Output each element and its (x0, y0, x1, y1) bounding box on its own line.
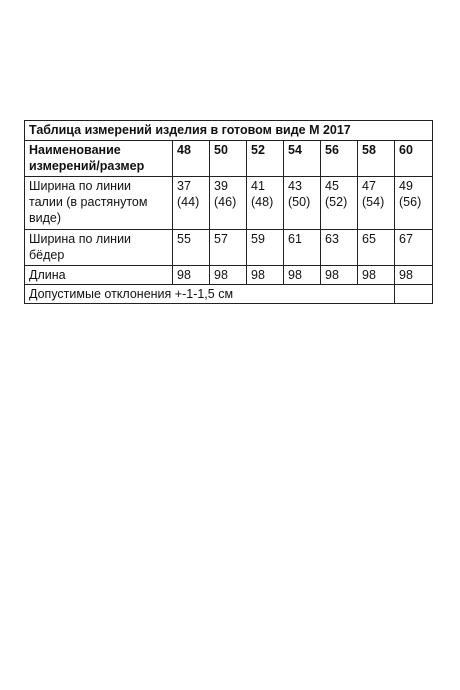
measurement-table (24, 120, 433, 304)
size-header: 54 (284, 141, 321, 177)
table-cell: 98 (173, 266, 210, 285)
cell-value: 43 (288, 179, 302, 193)
header-label (25, 141, 173, 177)
size-header: 50 (210, 141, 247, 177)
table-row (25, 230, 433, 266)
title-row (25, 121, 433, 141)
header-row (25, 141, 433, 177)
table-cell: 98 (210, 266, 247, 285)
table-cell: 98 (358, 266, 395, 285)
header-label-line1: Наименование (29, 143, 121, 157)
cell-alt-value: (52) (325, 195, 348, 209)
row-label: Ширина по линии талии (в растянутом виде) (25, 177, 173, 230)
measurement-sheet (24, 120, 432, 304)
size-header: 48 (173, 141, 210, 177)
size-header: 58 (358, 141, 395, 177)
row-label: Ширина по линии бёдер (25, 230, 173, 266)
cell-value: 39 (214, 179, 228, 193)
cell-alt-value: (56) (399, 195, 422, 209)
table-cell (210, 177, 247, 230)
header-label-line2: измерений/размер (29, 159, 145, 173)
tolerance-note: Допустимые отклонения +-1-1,5 см (25, 285, 395, 304)
table-title: Таблица измерений изделия в готовом виде М 2017 (25, 121, 433, 141)
table-cell (395, 177, 433, 230)
cell-alt-value: (50) (288, 195, 311, 209)
cell-value: 41 (251, 179, 265, 193)
table-cell (358, 177, 395, 230)
empty-cell (395, 285, 433, 304)
note-row (25, 285, 433, 304)
size-header: 52 (247, 141, 284, 177)
cell-alt-value: (54) (362, 195, 385, 209)
table-cell: 61 (284, 230, 321, 266)
table-cell (247, 177, 284, 230)
cell-value: 47 (362, 179, 376, 193)
cell-alt-value: (46) (214, 195, 237, 209)
table-row (25, 177, 433, 230)
cell-alt-value: (48) (251, 195, 274, 209)
table-cell: 63 (321, 230, 358, 266)
table-cell: 98 (284, 266, 321, 285)
table-cell (173, 177, 210, 230)
table-cell: 98 (395, 266, 433, 285)
table-cell: 65 (358, 230, 395, 266)
table-cell: 98 (247, 266, 284, 285)
table-cell (284, 177, 321, 230)
table-cell: 98 (321, 266, 358, 285)
table-cell: 55 (173, 230, 210, 266)
table-cell: 57 (210, 230, 247, 266)
size-header: 60 (395, 141, 433, 177)
table-cell: 59 (247, 230, 284, 266)
table-cell: 67 (395, 230, 433, 266)
size-header: 56 (321, 141, 358, 177)
table-row (25, 266, 433, 285)
table-cell (321, 177, 358, 230)
cell-value: 45 (325, 179, 339, 193)
cell-value: 37 (177, 179, 191, 193)
row-label: Длина (25, 266, 173, 285)
cell-alt-value: (44) (177, 195, 200, 209)
cell-value: 49 (399, 179, 413, 193)
